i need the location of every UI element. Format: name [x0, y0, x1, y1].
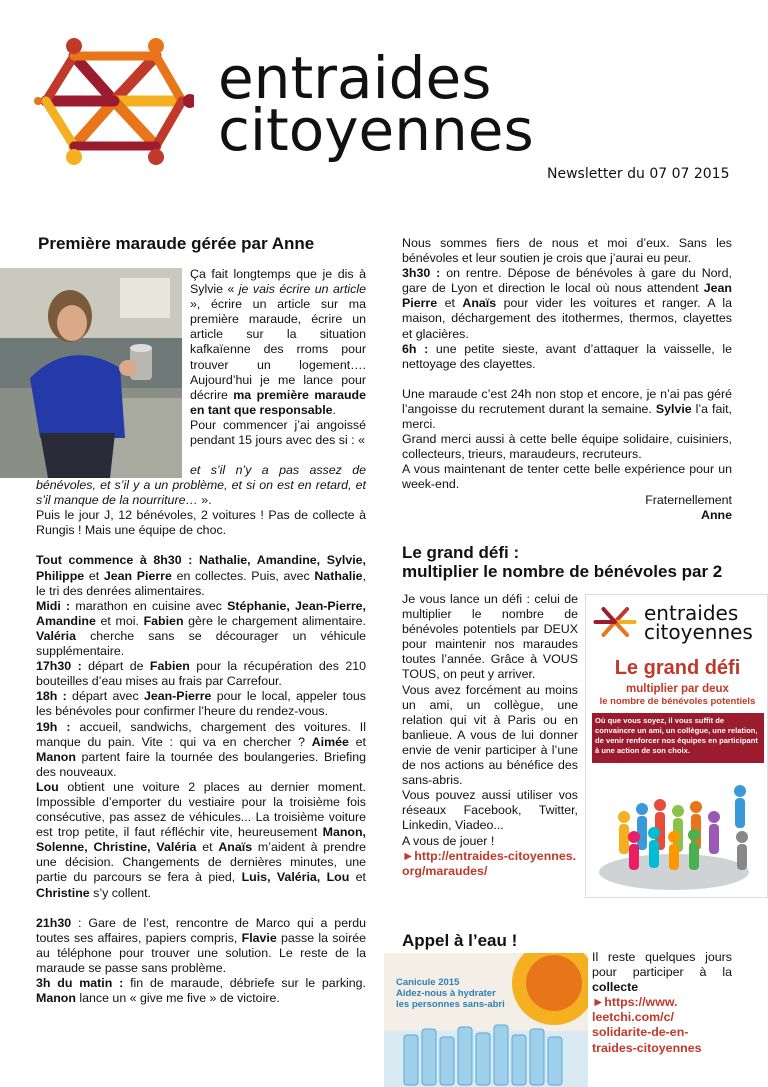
poster-title: Le grand défi — [614, 657, 741, 679]
r4-t2: l’a fait, merci. — [402, 401, 732, 432]
s5-t3: et — [348, 734, 366, 749]
article3-title: Appel à l’eau ! — [402, 931, 518, 950]
s3-t1: départ de — [81, 659, 150, 674]
s2-t1: marathon en cuisine avec — [70, 598, 228, 613]
worries-block — [36, 463, 366, 1006]
s2-b6: Valéria — [36, 628, 76, 643]
s4-b2: Jean-Pierre — [143, 689, 212, 704]
s7-t1: : Gare de l’est, rencontre de Marco qui a perdu toutes ses affaires, papiers compris, — [36, 915, 366, 945]
s6-b8: Christine — [36, 885, 90, 900]
proud-text: Nous sommes fiers de nous et moi d’eux. Sans les bénévoles et leur soutien je crois que j’aurai eu peur. — [402, 236, 732, 266]
article3-body — [592, 950, 732, 1056]
article1-intro — [190, 267, 366, 448]
people-crowd-illustration — [594, 767, 764, 895]
leetchi-link-4: traides-citoyennes — [592, 1040, 702, 1055]
challenge-p2: Vous avez forcément au moins un ami, un collègue, une relation qui vit à Paris ou en banlieue. A vous de lui donner envie de venir participer à l’une de nos actions au bénéfice des sans-abris. — [402, 682, 578, 788]
signature-name: Anne — [701, 507, 732, 522]
schedule-6h — [402, 342, 732, 372]
thanks-text: Grand merci aussi à cette belle équipe solidaire, cuisiniers, collecteurs, trieurs, maraudeurs, recruteurs. — [402, 432, 732, 462]
s6-t9: s’y collent. — [89, 885, 151, 900]
s5-b2: Aimée — [311, 734, 349, 749]
poster-sub2: le nombre de bénévoles potentiels — [599, 696, 756, 707]
worries-close: ». — [197, 493, 212, 508]
s1-b4: Nathalie — [314, 568, 363, 583]
article2-title — [402, 543, 722, 581]
s7-b0: 21h30 — [36, 915, 72, 930]
worries-quote-text: et s’il n’y a pas assez de bénévoles, et s’il y a un problème, et si on est en retard, et s’il manque de la nourriture… — [36, 463, 366, 508]
s7-t3: passe la soirée au téléphone pour trouver une solution. Le reste de la maraude se passe sans problème. — [36, 930, 366, 975]
poster-sub1: multiplier par deux — [626, 683, 729, 695]
r2-t1: on rentre. Dépose de bénévoles à gare du Nord, gare de Lyon et direction le local où nous attendent — [402, 266, 732, 296]
intro-text-1: Ça fait longtemps que je dis à Sylvie « — [190, 267, 366, 297]
challenge-p1: Je vous lance un défi : celui de multiplier le nombre de bénévoles potentiels par DEUX pour maintenir nos maraudes toutes l’année. Grâce à VOUS TOUS, on peut y arriver. — [402, 592, 578, 682]
grand-defi-poster — [585, 594, 768, 898]
schedule-3h — [36, 976, 366, 1006]
s3-t3: pour la récupération des 210 bouteilles d’eau mises au frais par Carrefour. — [36, 659, 367, 689]
schedule-21h30 — [36, 916, 366, 976]
article1-title: Première maraude gérée par Anne — [38, 234, 315, 253]
article2-title-1: Le grand défi : — [402, 543, 520, 562]
s8-t1: fin de maraude, débriefe sur le parking. — [123, 976, 366, 990]
schedule-18h — [36, 689, 366, 719]
s4-b0: 18h : — [36, 689, 67, 704]
challenge-p4: A vous de jouer ! — [402, 833, 495, 848]
banner-line-1: Canicule 2015 — [396, 977, 460, 988]
s2-t7: cherche sans se décourager un véhicule supplémentaire. — [36, 628, 366, 659]
intro-text-3: Pour commencer j’ai angoissé pendant 15 jours avec des si : « — [190, 417, 366, 448]
s2-b0: Midi : — [36, 598, 71, 613]
newsletter-date: Newsletter du 07 07 2015 — [547, 166, 730, 182]
s8-b2: Manon — [36, 991, 76, 1006]
r4-b1: Sylvie — [655, 401, 692, 416]
s4-t1: départ avec — [66, 689, 144, 704]
banner-line-3: les personnes sans-abri — [396, 999, 505, 1010]
leetchi-link[interactable] — [592, 995, 702, 1054]
collecte-bold: collecte — [592, 980, 639, 995]
s4-t3: pour le local, appeler tous les bénévoles pour confirmer l’heure du rendez-vous. — [36, 689, 366, 719]
s2-t3: et moi. — [95, 613, 144, 628]
r4-t0: Une maraude c’est 24h non stop et encore, je n’ai pas géré l’angoisse du recrutement durant la semaine. — [402, 386, 732, 416]
banner-text — [396, 977, 505, 1010]
poster-body: Où que vous soyez, il vous suffit de convaincre un ami, un collègue, une relation, de venir renforcer nos équipes en participant à une action de son choix. — [592, 713, 764, 763]
s2-t5: gère le chargement alimentaire. — [183, 613, 366, 628]
canicule-banner — [384, 953, 588, 1087]
s6-b4: Anaïs — [218, 840, 253, 855]
brand-line-1: entraides — [218, 44, 492, 112]
day-j: Puis le jour J, 12 bénévoles, 2 voitures ! Pas de collecte à Rungis ! Mais une équipe de choc. — [36, 508, 366, 538]
signature-greeting: Fraternellement — [645, 492, 732, 507]
invite-text: A vous maintenant de tenter cette belle expérience pour un week-end. — [402, 462, 732, 492]
s7-b2: Flavie — [241, 930, 277, 945]
r3-b0: 6h : — [402, 341, 429, 356]
leetchi-link-3: solidarite-de-en- — [592, 1025, 689, 1040]
s6-t7: et — [349, 870, 366, 885]
challenge-p3: Vous pouvez aussi utiliser vos réseaux Facebook, Twitter, Linkedin, Viadeo... — [402, 788, 578, 833]
s6-b0: Lou — [36, 779, 59, 794]
maraudes-link[interactable]: ►http://entraides-citoyennes.org/maraudes/ — [402, 848, 577, 878]
intro-text-2: », écrire un article sur ma première maraude, écrire un article sur la situation kafkaïenne des rroms pour trouver un logement…. Aujourd’hui je me lance pour décrire — [190, 297, 366, 402]
poster-brand-2: citoyennes — [644, 620, 753, 644]
water-bottles-sun-illustration — [384, 953, 588, 1087]
leetchi-link-1: ►https://www. — [592, 995, 678, 1010]
s6-t5: m’aident à prendre une décision. Changements de dernières minutes, une partie du parcours se fera à pied, — [36, 840, 366, 885]
s1-b0: Tout commence à 8h30 : Nathalie, Amandine, Sylvie, Philippe — [36, 553, 366, 583]
schedule-midi — [36, 599, 366, 659]
s1-t3: en collectes. Puis, avec — [171, 568, 315, 583]
s8-t3: lance un « give me five » de victoire. — [75, 991, 280, 1006]
intro-dot: . — [332, 402, 336, 417]
r3-t1: une petite sieste, avant d’attaquer la vaisselle, le nettoyage des clayettes. — [402, 341, 732, 371]
s5-t1: accueil, sandwichs, chargement des voitures. Il manque du pain. Vite : qui va en chercher ? — [36, 719, 366, 749]
r2-b2: Jean Pierre — [402, 281, 732, 311]
collecte-text: Il reste quelques jours pour participer à la — [592, 950, 732, 980]
intro-bold: ma première maraude en tant que responsable — [190, 387, 366, 417]
s1-b2: Jean Pierre — [103, 568, 172, 583]
leetchi-link-2: leetchi.com/c/ — [592, 1010, 674, 1025]
maraude-24h — [402, 387, 732, 432]
s6-b6: Luis, Valéria, Lou — [241, 870, 350, 885]
schedule-lou — [36, 780, 366, 901]
s3-b2: Fabien — [149, 659, 190, 674]
brand-line-2: citoyennes — [218, 96, 534, 164]
schedule-19h — [36, 720, 366, 780]
poster-logo-icon — [592, 603, 638, 641]
photo-woman-with-thermos — [0, 268, 182, 478]
s1-t1: et — [84, 568, 104, 583]
banner-line-2: Aidez-nous à hydrater — [396, 988, 496, 999]
s6-t1: obtient une voiture 2 places au dernier moment. Impossible d’emporter du vestiaire pour la troisième fois consécutive, pas assez de véhicules... La troisième voiture est trop petite, il faut réfléchir vite, heureusement — [36, 779, 366, 840]
s5-t5: partent faire la tournée des boulangeries. Briefing des nouveaux. — [36, 749, 366, 779]
r2-t5: pour vider les voitures et ranger. A la maison, déchargement des itothermes, thermos, clayettes et glacières. — [402, 296, 733, 341]
s2-b4: Fabien — [143, 613, 184, 628]
r2-t3: et — [437, 296, 463, 311]
intro-quote: je vais écrire un article — [238, 282, 366, 297]
entraides-logo — [34, 36, 194, 166]
article2-body — [402, 592, 578, 879]
s5-b0: 19h : — [36, 719, 71, 734]
s6-t3: et — [196, 840, 219, 855]
s2-b2: Stéphanie, Jean-Pierre, Amandine — [36, 598, 366, 628]
s6-b2: Manon, Solenne, Christine, Valéria — [36, 825, 366, 855]
s3-b0: 17h30 : — [36, 659, 82, 674]
schedule-17h30 — [36, 659, 366, 689]
poster-brand-1: entraides — [644, 601, 739, 625]
s5-b4: Manon — [36, 749, 76, 764]
r2-b0: 3h30 : — [402, 266, 441, 281]
article1-body-right — [402, 236, 732, 523]
r2-b4: Anaïs — [462, 296, 497, 311]
schedule-8h30 — [36, 553, 366, 598]
schedule-3h30 — [402, 266, 732, 341]
article2-title-2: multiplier le nombre de bénévoles par 2 — [402, 562, 723, 581]
s1-t5: , le tri des denrées alimentaires. — [36, 568, 367, 598]
s8-b0: 3h du matin : — [36, 976, 124, 990]
